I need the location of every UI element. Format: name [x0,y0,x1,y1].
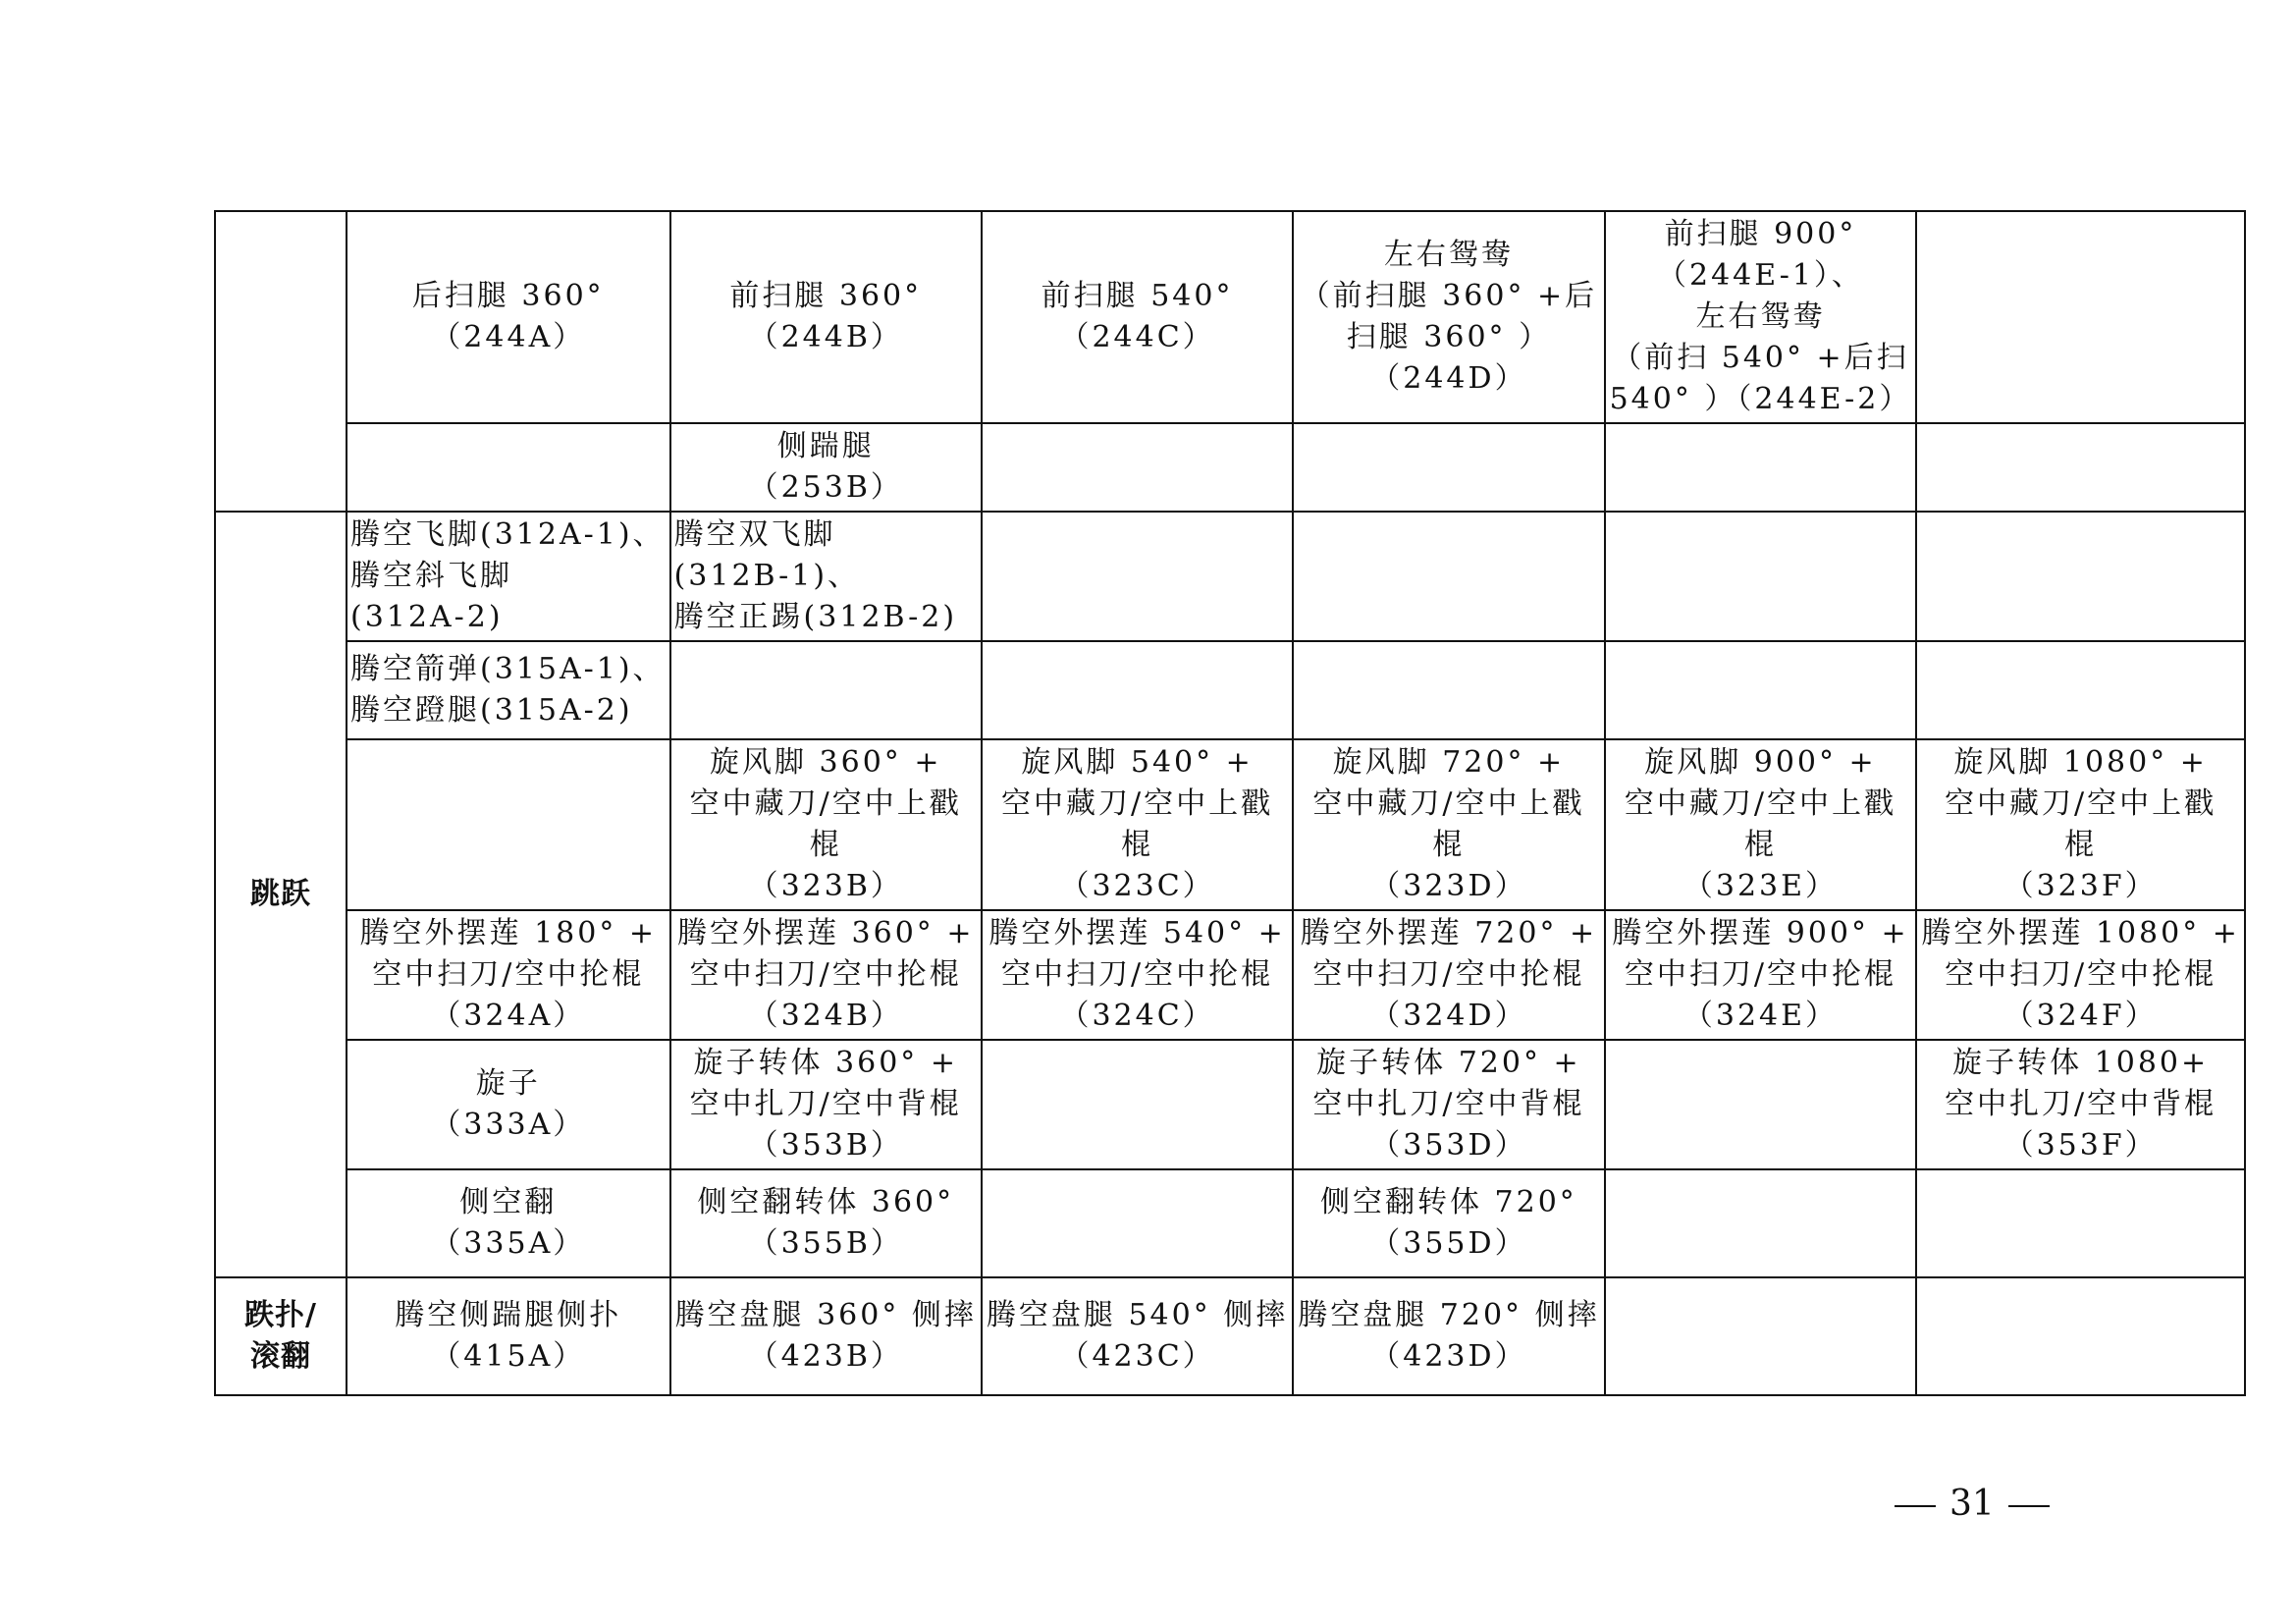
cell-line: （323B） [748,869,903,903]
cell-line: 棍 [1432,828,1466,862]
cell-line: （423B） [748,1339,903,1374]
table-cell [670,423,982,512]
cell-line: （前扫腿 360° +后 [1300,279,1598,313]
cell-line: 左右鸳鸯 [1383,238,1514,272]
cell-line: 旋子转体 720° + [1316,1046,1581,1080]
cell-line: （323D） [1370,869,1527,903]
cell-line: 后扫腿 360° [411,279,605,313]
table-cell [670,211,982,423]
cell-line: 腾空外摆莲 360° + [676,916,975,950]
cell-line: 腾空飞脚(312A-1)、 [350,517,666,552]
cell-line: （335A） [431,1226,586,1261]
dash-left [1895,1505,1936,1507]
cell-line: 前扫腿 540° [1041,279,1234,313]
table-cell [982,910,1293,1040]
cell-line: （244B） [748,320,903,354]
cell-line: 540° ）（244E-2） [1609,382,1912,416]
table-cell [1916,1040,2245,1169]
table-cell [982,1169,1293,1277]
table-row [215,512,2245,641]
table-cell [1916,512,2245,641]
cell-line: （324F） [2003,999,2158,1033]
category-fall [215,1277,347,1395]
table-cell [1605,211,1917,423]
table-cell [1916,211,2245,423]
cell-line: 腾空外摆莲 180° + [359,916,658,950]
cell-line: 旋风脚 900° + [1644,745,1877,780]
cell-line: 空中藏刀/空中上戳 [689,786,962,821]
table-cell [1293,1040,1604,1169]
cell-line: （244E-1）、 [1656,258,1864,293]
cell-line: 旋子转体 360° + [693,1046,958,1080]
table-cell [982,423,1293,512]
table-cell [347,739,670,910]
cell-line: 腾空盘腿 720° 侧摔 [1298,1298,1600,1332]
cell-line: 棍 [2064,828,2098,862]
table-cell [1916,423,2245,512]
table-cell [1605,423,1917,512]
cell-line: （前扫 540° +后扫 [1612,341,1909,375]
table-cell [1293,910,1604,1040]
table-cell [1605,910,1917,1040]
table-cell [1293,739,1604,910]
cell-line: 腾空外摆莲 1080° + [1921,916,2240,950]
table-cell [347,1169,670,1277]
cell-line: 空中扫刀/空中抡棍 [689,957,962,992]
cell-line: 旋风脚 1080° + [1953,745,2208,780]
cell-line: 滚翻 [250,1339,311,1374]
table-cell [1605,1040,1917,1169]
cell-line: （253B） [748,470,903,505]
cell-line: (312A-2) [350,600,504,634]
cell-line: 腾空双飞脚 [673,517,836,552]
table-cell [982,641,1293,739]
cell-line: （333A） [431,1108,586,1142]
cell-line: 前扫腿 900° [1664,217,1857,251]
cell-line: 空中藏刀/空中上戳 [1001,786,1274,821]
table-row [215,211,2245,423]
cell-line: 旋风脚 720° + [1332,745,1566,780]
table-cell [670,512,982,641]
table-cell [1293,1169,1604,1277]
table-cell [1605,1277,1917,1395]
table-cell [982,1040,1293,1169]
table-row [215,1169,2245,1277]
cell-line: （244A） [431,320,586,354]
cell-line: （355D） [1370,1226,1527,1261]
cell-line: 空中扎刀/空中背棍 [1945,1087,2217,1121]
cell-line: （323E） [1682,869,1839,903]
table-cell [1916,641,2245,739]
table-cell [347,641,670,739]
table-cell [1605,512,1917,641]
cell-line: 侧空翻 [459,1185,558,1219]
table-cell [982,1277,1293,1395]
table-row [215,641,2245,739]
cell-line: 空中扫刀/空中抡棍 [1624,957,1897,992]
table-cell [1293,1277,1604,1395]
cell-line: 前扫腿 360° [729,279,923,313]
cell-line: （244C） [1059,320,1215,354]
cell-line: 侧踹腿 [776,429,875,463]
cell-line: （324C） [1059,999,1215,1033]
cell-line: （323F） [2003,869,2158,903]
cell-line: 腾空外摆莲 720° + [1300,916,1598,950]
cell-line: 空中藏刀/空中上戳 [1312,786,1585,821]
cell-line: （423D） [1370,1339,1527,1374]
cell-line: （324D） [1370,999,1527,1033]
table-cell [1605,1169,1917,1277]
cell-line: 空中扫刀/空中抡棍 [1312,957,1585,992]
cell-line: 腾空外摆莲 540° + [988,916,1286,950]
table-cell [347,512,670,641]
cell-line: （244D） [1370,361,1527,396]
table-cell [1916,739,2245,910]
table-cell [347,1040,670,1169]
table-row [215,423,2245,512]
table-cell [1605,739,1917,910]
table-cell [982,211,1293,423]
page-number [1881,1484,2063,1524]
cell-line: 旋风脚 360° + [709,745,942,780]
table-row [215,739,2245,910]
cell-line: 侧空翻转体 720° [1320,1185,1577,1219]
table-cell [670,739,982,910]
cell-line: 腾空箭弹(315A-1)、 [350,652,666,686]
table-cell [1293,512,1604,641]
table-cell [982,512,1293,641]
cell-line: 腾空蹬腿(315A-2) [350,693,633,728]
table-row [215,1277,2245,1395]
table-cell [670,910,982,1040]
cell-line: 腾空正踢(312B-2) [673,600,958,634]
cell-line: （415A） [431,1339,586,1374]
cell-line: 腾空侧踹腿侧扑 [395,1298,622,1332]
table-cell [1293,423,1604,512]
table-cell [1605,641,1917,739]
cell-line: 空中扫刀/空中抡棍 [372,957,645,992]
table-cell [1916,910,2245,1040]
cell-line: 空中藏刀/空中上戳 [1945,786,2217,821]
table-cell [1916,1277,2245,1395]
cell-line: （353D） [1370,1128,1527,1163]
cell-line: （324A） [431,999,586,1033]
cell-line: 侧空翻转体 360° [697,1185,955,1219]
cell-line: 跌扑/ [244,1298,317,1332]
dash-right [2008,1505,2050,1507]
cell-line: （324B） [748,999,903,1033]
cell-line: 空中扎刀/空中背棍 [1312,1087,1585,1121]
table-cell [670,641,982,739]
cell-line: 旋风脚 540° + [1021,745,1254,780]
cell-line: 腾空外摆莲 900° + [1612,916,1909,950]
cell-line: 旋子 [475,1066,541,1101]
cell-line: 腾空盘腿 360° 侧摔 [674,1298,977,1332]
cell-line: 腾空盘腿 540° 侧摔 [986,1298,1289,1332]
cell-line: 棍 [1121,828,1154,862]
table-cell [347,211,670,423]
category-jump: 跳跃 [215,512,347,1277]
cell-line: 旋子转体 1080+ [1952,1046,2210,1080]
cell-line: 扫腿 360° ） [1346,320,1552,354]
table-cell [1293,211,1604,423]
cell-line: （353B） [748,1128,903,1163]
cell-line: 棍 [809,828,842,862]
table-cell [670,1277,982,1395]
table-cell [982,739,1293,910]
table-row [215,910,2245,1040]
cell-line: 腾空斜飞脚 [350,559,512,593]
techniques-table [214,210,2246,1396]
cell-line: （423C） [1059,1339,1215,1374]
cell-line: （353F） [2003,1128,2158,1163]
cell-line: （355B） [748,1226,903,1261]
table-cell [347,423,670,512]
table-cell [347,1277,670,1395]
table-cell [1916,1169,2245,1277]
cell-line: 空中扎刀/空中背棍 [689,1087,962,1121]
cell-line: 空中藏刀/空中上戳 [1624,786,1897,821]
table-cell [347,910,670,1040]
table-cell [670,1169,982,1277]
page-number-text: 31 [1949,1484,1995,1524]
cell-line: 空中扫刀/空中抡棍 [1001,957,1274,992]
cell-line: (312B-1)、 [673,559,861,593]
table-row [215,1040,2245,1169]
table-cell [670,1040,982,1169]
cell-line: （323C） [1059,869,1215,903]
category-cell-empty [215,211,347,512]
cell-line: 空中扫刀/空中抡棍 [1945,957,2217,992]
cell-line: （324E） [1682,999,1839,1033]
table-cell [1293,641,1604,739]
cell-line: 左右鸳鸯 [1695,299,1826,334]
cell-line: 棍 [1743,828,1777,862]
